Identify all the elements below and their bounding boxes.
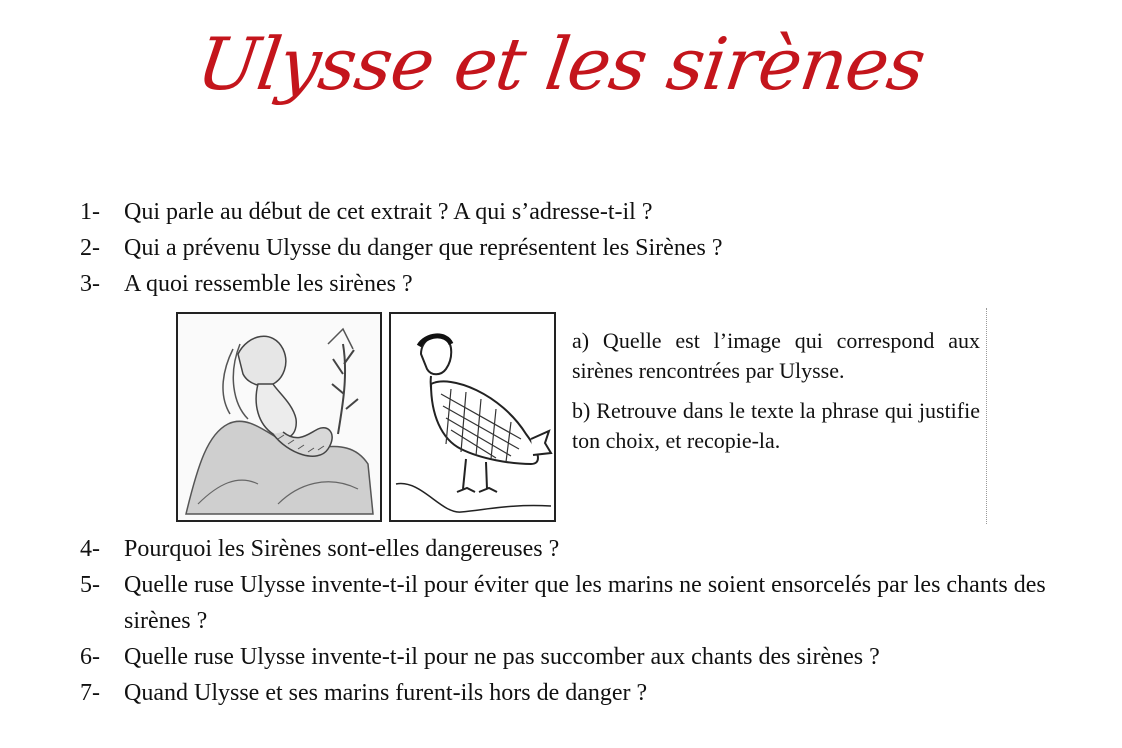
bird-siren-illustration xyxy=(389,312,556,522)
question-text: Quelle ruse Ulysse invente-t-il pour ne pas succomber aux chants des sirènes ? xyxy=(124,644,880,670)
question-3 xyxy=(80,266,1090,302)
question-5 xyxy=(80,567,1090,639)
question-number: 1- xyxy=(80,199,100,225)
question-text: Quand Ulysse et ses marins furent-ils hors de danger ? xyxy=(124,680,648,706)
question-number: 5- xyxy=(80,572,100,598)
question-text: Qui a prévenu Ulysse du danger que représentent les Sirènes ? xyxy=(124,235,723,261)
bird-siren-drawing xyxy=(391,314,554,520)
question-4 xyxy=(80,531,1090,567)
question-7 xyxy=(80,675,1090,711)
question-text: Quelle ruse Ulysse invente-t-il pour éviter que les marins ne soient ensorcelés par les chants des sirènes ? xyxy=(124,572,1046,634)
question-number: 4- xyxy=(80,536,100,562)
text-box-border xyxy=(986,308,987,524)
question-text: Qui parle au début de cet extrait ? A qui s’adresse-t-il ? xyxy=(124,199,653,225)
question-text: Pourquoi les Sirènes sont-elles dangereuses ? xyxy=(124,536,560,562)
page-title: Ulysse et les sirènes xyxy=(192,22,930,106)
question-number: 7- xyxy=(80,680,100,706)
mermaid-illustration xyxy=(176,312,382,522)
question-6 xyxy=(80,639,1090,675)
mermaid-drawing xyxy=(178,314,380,520)
question-list-top xyxy=(80,194,1090,302)
question-number: 3- xyxy=(80,271,100,297)
question-number: 6- xyxy=(80,644,100,670)
question-1 xyxy=(80,194,1090,230)
sub-question-a: a) Quelle est l’image qui correspond aux sirènes rencontrées par Ulysse. xyxy=(572,328,980,383)
sub-question-b: b) Retrouve dans le texte la phrase qui justifie ton choix, et recopie-la. xyxy=(572,398,980,453)
question-2 xyxy=(80,230,1090,266)
question-text: A quoi ressemble les sirènes ? xyxy=(124,271,413,297)
question-list-bottom xyxy=(80,531,1090,711)
question-number: 2- xyxy=(80,235,100,261)
